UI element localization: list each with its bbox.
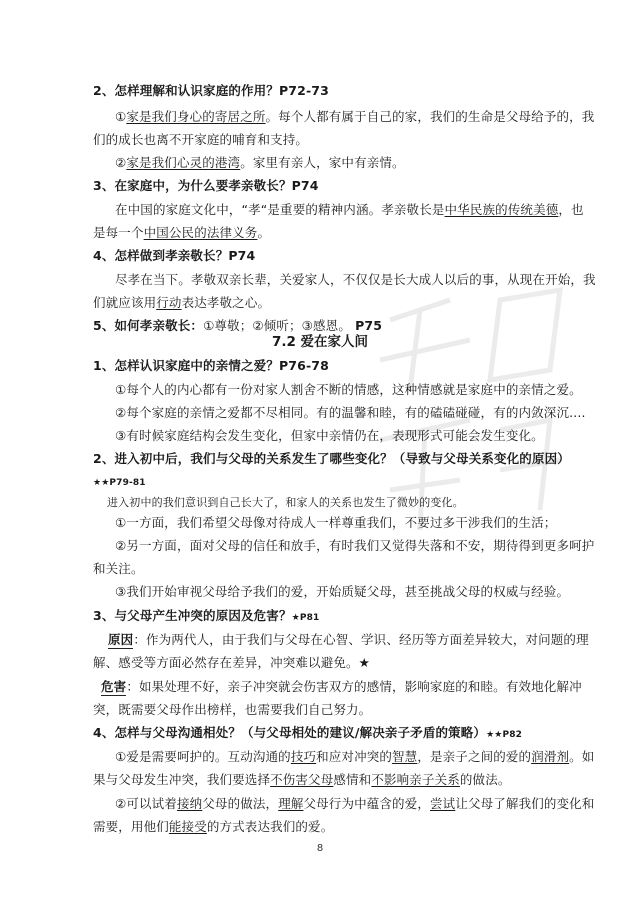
text-run: 和应对冲突的 [316,749,393,764]
paragraph-line: ③我们开始审视父母给予我们的爱，开始质疑父母，甚至挑战父母的权威与经验。 [115,584,570,599]
importance-stars: ★★P82 [486,730,523,740]
underlined-phrase: 行动 [156,295,182,310]
paragraph-line [115,108,594,126]
underlined-phrase: 能接受 [168,819,207,834]
paragraph-line: ①一方面，我们希望父母像对待成人一样尊重我们，不要过多干涉我们的生活； [115,515,557,530]
text-run: ①尊敬；②倾听；③感恩。 [203,318,351,333]
text-run: ，也 [558,202,584,217]
text-run: 。家里有亲人，家中有亲情。 [240,155,405,170]
question-line [93,607,319,627]
paragraph-line: ②另一方面，面对父母的信任和放手，有时我们又觉得失落和不安，期待得到更多呵护 [115,538,595,553]
paragraph-line: 解、感受等方面必然存在差异，冲突难以避免。★ [93,655,371,670]
underlined-phrase: 润滑剂 [531,749,570,764]
underlined-phrase: 理解 [278,796,304,811]
underlined-phrase: 接纳 [176,796,203,811]
underlined-phrase: 中国公民的法律义务 [143,225,258,240]
text-run: 让父母了解我们的变化和 [455,796,595,811]
question-heading: 3、与父母产生冲突的原因及危害？ [93,608,292,623]
text-run: 在中国的家庭文化中，“孝“是重要的精神内涵。孝亲敬长是 [115,202,445,217]
paragraph-line [101,678,582,696]
underlined-phrase: 家是我们心灵的港湾 [126,155,241,170]
paragraph-line [115,748,594,766]
paragraph-line: 和关注。 [93,561,144,576]
paragraph-line: 进入初中的我们意识到自己长大了，和家人的关系也发生了微妙的变化。 [107,496,464,509]
paragraph-line: ②每个家庭的亲情之爱都不尽相同。有的温馨和睦，有的磕磕碰碰，有的内敛深沉.... [115,405,586,420]
paragraph-line [93,771,511,789]
text-run: 父母行为中蕴含的爱， [303,796,431,811]
question-heading: 3、在家庭中，为什么要孝亲敬长？P74 [93,178,319,193]
text-run: 父母的做法， [202,796,279,811]
text-run: ：如果处理不好，亲子冲突就会伤害双方的感情，影响家庭的和睦。有效地化解冲 [126,679,582,694]
text-run: 果与父母发生冲突，我们要选择 [93,772,271,787]
underlined-phrase: 智慧 [392,749,418,764]
question-heading: 2、进入初中后，我们与父母的关系发生了哪些变化？（导致与父母关系变化的原因） [93,451,570,466]
question-heading: 4、怎样做到孝亲敬长？P74 [93,248,256,263]
text-run: 。如 [569,749,595,764]
underlined-phrase: 技巧 [290,749,317,764]
text-run: ①爱是需要呵护的。互动沟通的 [115,749,291,764]
text-run: ：作为两代人，由于我们与父母在心智、学识、经历等方面差异较大，对问题的理 [133,632,589,647]
question-heading: 4、怎样与父母沟通相处？（与父母相处的建议/解决亲子矛盾的策略） [93,725,487,740]
text-run: 。每个人都有属于自己的家，我们的生命是父母给予的，我 [265,109,595,124]
paragraph-line: 们的成长也离不开家庭的哺育和支持。 [93,132,309,147]
importance-stars: ★★P79-81 [93,478,146,488]
paragraph-line: ③有时候家庭结构会发生变化，但家中亲情仍在，表现形式可能会发生变化。 [115,428,544,443]
question-heading: 2、怎样理解和认识家庭的作用？P72-73 [93,83,329,98]
question-heading: 5、如何孝亲敬长： [93,318,204,333]
paragraph-line [108,631,589,649]
label-harm: 危害 [101,679,127,694]
paragraph-line [93,224,270,242]
page-reference: P75 [355,318,383,333]
section-title: 7.2 爱在家人间 [271,334,369,350]
paragraph-line [93,818,333,836]
paragraph-line [115,201,584,219]
text-run: 是每一个 [93,225,144,240]
underlined-phrase: 尝试 [430,796,456,811]
text-run: 们就应该用 [93,295,157,310]
importance-stars: ★P81 [291,613,320,623]
label-cause: 原因 [108,632,134,647]
underlined-phrase: 家是我们身心的寄居之所 [126,109,266,124]
text-run: 表达孝敬之心。 [181,295,271,310]
paragraph-line [93,294,270,312]
item-number: ① [115,109,127,124]
paragraph-line: 尽孝在当下。孝敬双亲长辈，关爱家人，不仅仅是长大成人以后的事，从现在开始，我 [115,272,596,287]
text-run: 感情和 [333,772,372,787]
paragraph-line [115,795,594,813]
paragraph-line [115,154,405,172]
paragraph-line: 突，既需要父母作出榜样，也需要我们自己努力。 [93,702,372,717]
question-heading: 1、怎样认识家庭中的亲情之爱？P76-78 [93,358,329,373]
underlined-phrase: 中华民族的传统美德 [444,202,559,217]
text-run: ，是亲子之间的爱的 [417,749,532,764]
text-run: 的方式表达我们的爱。 [206,819,334,834]
text-run: 。 [257,225,271,240]
paragraph-line: ①每个人的内心都有一份对家人割舍不断的情感，这种情感就是家庭中的亲情之爱。 [115,382,582,397]
underlined-phrase: 不伤害父母 [270,772,334,787]
page-number: 8 [316,843,324,854]
question-line [93,724,522,744]
text-run: 需要，用他们 [93,819,169,834]
item-number: ② [115,155,127,170]
text-run: ②可以试着 [115,796,177,811]
text-run: 的做法。 [459,772,511,787]
underlined-phrase: 不影响亲子关系 [371,772,460,787]
